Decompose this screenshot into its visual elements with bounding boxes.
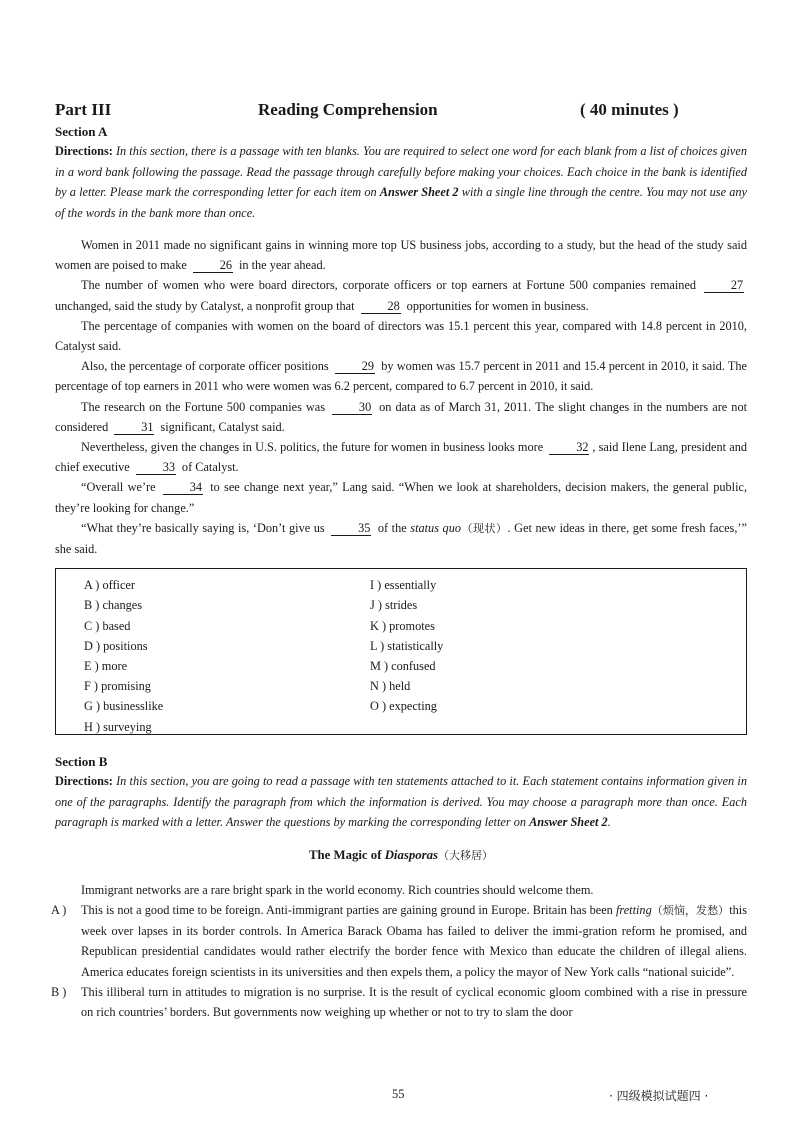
word-bank-item: B ) changes — [84, 598, 143, 613]
passage-text: on data as of March 31, 2011. The slight changes in the numbers are not considered — [55, 399, 748, 434]
paragraph-text: This is not a good time to be foreign. Anti-immigrant parties are gaining ground in Europe. Britain has been — [81, 902, 613, 917]
passage-text: in the year ahead. — [238, 258, 326, 273]
time-limit: ( 40 minutes ) — [580, 100, 679, 119]
passage-text: by women was 15.7 percent in 2011 and 15.4 percent in 2010, it said. The percentage of top earners in 2011 who were women was 6.2 percent, compared to 6.7 percent in 2010, it said. — [55, 359, 747, 394]
passage-paragraph — [55, 477, 747, 517]
paragraph-text: this week over lapses in its border controls. In America Barack Obama has failed to deliver the immi-gration reform he promised, and Republican presidential candidates would rather electrify the border fence with Mexico than educate the children of illegal aliens. America educates foreign scientists in its universities and then expels them, a policy the mayor of New York calls “national suicide”. — [81, 902, 747, 979]
section-b-title: Section B — [55, 754, 108, 770]
word-bank-right-column — [370, 575, 443, 716]
part-title: Reading Comprehension — [258, 100, 438, 119]
directions-text-1: In this section, there is a passage with ten blanks. You are required to select one word for each blank from a list of choices given in a word bank following the passage. Read the passage through carefully before making your choices. Each choice in the bank is identified by a letter. Please mark the corresponding letter for each item on — [55, 144, 747, 199]
essay-intro: Immigrant networks are a rare bright spark in the world economy. Rich countries should welcome them. — [81, 882, 594, 897]
directions-text-1: In this section, you are going to read a passage with ten statements attached to it. Each statement contains information given in one of the paragraphs. Identify the paragraph from which the information is derived. You may choose a paragraph more than once. Each paragraph is marked with a letter. Answer the questions by marking the corresponding letter on — [55, 774, 747, 830]
word-bank-item: A ) officer — [84, 578, 135, 593]
directions-text-2: with a single line through the centre. You may not use any of the words in the bank more than once. — [55, 185, 747, 220]
paragraph-text: This illiberal turn in attitudes to migration is no surprise. It is the result of cyclical economic gloom combined with a rise in pressure on rich countries’ borders. But governments now weighing up whether or not to try to slam the door — [81, 984, 747, 1019]
word-bank-item: L ) statistically — [370, 638, 444, 653]
word-bank-item: D ) positions — [84, 638, 148, 653]
part-label: Part III — [55, 100, 112, 119]
essay-body — [51, 880, 747, 1022]
answer-sheet-ref: Answer Sheet 2 — [379, 185, 459, 199]
paragraph-letter: A ) — [51, 902, 67, 917]
paragraph-letter: B ) — [51, 984, 67, 999]
word-bank-item: I ) essentially — [370, 578, 437, 593]
directions-text — [55, 774, 747, 829]
passage-paragraph: The percentage of companies with women on the board of directors was 15.1 percent this year, compared with 14.8 percent in 2010, Catalyst said. — [55, 318, 747, 354]
essay-title — [55, 845, 747, 866]
section-b-directions — [55, 771, 747, 833]
exam-tag: · 四级模拟试题四 · — [609, 1089, 709, 1103]
passage-text: Also, the percentage of corporate officer positions — [81, 359, 329, 374]
passage-paragraph — [55, 235, 747, 275]
directions-text-2: . — [607, 815, 611, 830]
passage-text: , said Ilene Lang, president and chief executive — [55, 440, 747, 475]
essay-title-text: The Magic of — [308, 847, 382, 862]
chinese-gloss: （现状） — [461, 521, 508, 535]
directions-text — [55, 144, 747, 220]
passage-text: of Catalyst. — [181, 460, 239, 475]
blank-28: 28 — [361, 299, 401, 314]
passage-text: . Get new ideas in there, get some fresh faces,’” she said. — [55, 520, 747, 557]
blank-32: 32 — [549, 440, 589, 455]
word-bank-item: F ) promising — [84, 679, 151, 694]
page-number: 55 — [392, 1087, 405, 1101]
passage-text: The research on the Fortune 500 companies was — [81, 399, 326, 414]
page-footer — [0, 1085, 800, 1105]
cloze-passage — [55, 235, 747, 559]
directions-label: Directions: — [55, 774, 113, 789]
part-header — [55, 100, 747, 122]
fretting-term: fretting — [615, 902, 652, 917]
section-a-title: Section A — [55, 124, 108, 139]
word-bank-left-column — [84, 575, 163, 737]
word-bank-item: M ) confused — [370, 659, 436, 674]
passage-text: unchanged, said the study by Catalyst, a nonprofit group that — [55, 298, 355, 313]
essay-title-chinese: （大移居） — [438, 848, 494, 862]
passage-paragraph — [55, 275, 747, 315]
blank-31: 31 — [114, 420, 154, 435]
word-bank-item: H ) surveying — [84, 719, 152, 734]
passage-paragraph — [55, 437, 747, 477]
passage-text: of the — [377, 520, 407, 535]
passage-paragraph — [55, 356, 747, 396]
blank-29: 29 — [335, 359, 375, 374]
passage-text: “What they’re basically saying is, ‘Don’t give us — [81, 520, 325, 535]
blank-27: 27 — [704, 278, 744, 293]
word-bank-item: E ) more — [84, 659, 128, 674]
passage-text: opportunities for women in business. — [406, 298, 589, 313]
status-quo-term: status quo — [410, 520, 462, 535]
passage-text: Women in 2011 made no significant gains in winning more top US business jobs, according to a study, but the head of the study said women are poised to make — [55, 238, 747, 273]
word-bank-item: C ) based — [84, 618, 131, 633]
passage-text: significant, Catalyst said. — [160, 419, 285, 434]
word-bank-item: N ) held — [370, 679, 411, 694]
passage-paragraph — [55, 397, 747, 437]
blank-33: 33 — [136, 460, 176, 475]
directions-label: Directions: — [55, 144, 113, 158]
section-b — [51, 753, 747, 1022]
passage-paragraph — [55, 518, 747, 559]
word-bank-item: J ) strides — [370, 598, 418, 613]
word-bank-item: O ) expecting — [370, 699, 437, 714]
essay-paragraph-a — [51, 900, 747, 982]
passage-text: to see change next year,” Lang said. “When we look at shareholders, decision makers, the general public, they’re looking for change.” — [55, 480, 748, 515]
passage-text: Nevertheless, given the changes in U.S. politics, the future for women in business looks more — [81, 440, 544, 455]
word-bank — [55, 568, 747, 735]
blank-30: 30 — [332, 400, 372, 415]
blank-26: 26 — [193, 258, 233, 273]
answer-sheet-ref: Answer Sheet 2 — [529, 815, 608, 830]
passage-text: The number of women who were board directors, corporate officers or top earners at Fortune 500 companies remained — [81, 278, 697, 293]
word-bank-item: K ) promotes — [370, 618, 435, 633]
word-bank-item: G ) businesslike — [84, 699, 164, 714]
section-a-directions — [55, 141, 747, 223]
essay-title-italic: Diasporas — [384, 847, 439, 862]
blank-34: 34 — [163, 480, 203, 495]
chinese-gloss: （烦恼，发愁） — [651, 903, 730, 917]
passage-text: “Overall we’re — [81, 480, 156, 495]
essay-paragraph-b — [51, 982, 747, 1022]
exam-page — [51, 100, 748, 1022]
blank-35: 35 — [331, 521, 371, 536]
